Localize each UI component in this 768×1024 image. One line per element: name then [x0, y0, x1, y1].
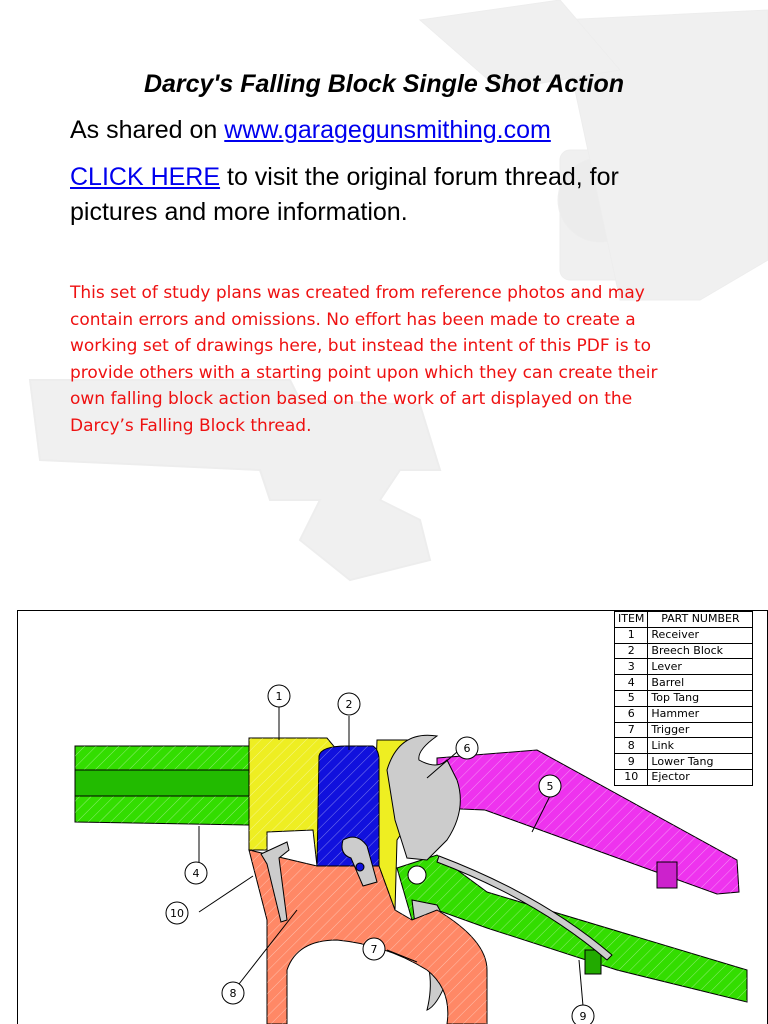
parts-list-table [614, 611, 753, 786]
item-number: 9 [615, 754, 648, 770]
svg-text:7: 7 [370, 943, 378, 956]
svg-text:6: 6 [463, 742, 471, 755]
header-part-number: PART NUMBER [648, 612, 753, 628]
part-name: Barrel [648, 675, 753, 691]
svg-text:5: 5 [546, 780, 554, 793]
balloon-5 [539, 775, 561, 797]
balloon-4 [185, 862, 207, 884]
table-row [615, 675, 753, 691]
balloon-2 [338, 693, 360, 715]
item-number: 2 [615, 643, 648, 659]
table-row [615, 754, 753, 770]
table-row [615, 627, 753, 643]
click-line-rest: to visit the original forum thread, for [220, 163, 619, 191]
shared-line [70, 113, 551, 148]
item-number: 5 [615, 690, 648, 706]
balloon-7 [363, 938, 385, 960]
document-title: Darcy's Falling Block Single Shot Action [143, 70, 625, 98]
table-row [615, 643, 753, 659]
svg-text:10: 10 [170, 907, 184, 920]
item-number: 1 [615, 627, 648, 643]
part-name: Receiver [648, 627, 753, 643]
balloon-9 [572, 1005, 594, 1024]
table-row [615, 722, 753, 738]
part-name: Top Tang [648, 690, 753, 706]
part-name: Breech Block [648, 643, 753, 659]
click-line-2: pictures and more information. [70, 198, 408, 226]
table-row [615, 769, 753, 785]
parts-table-header [615, 612, 753, 628]
table-row [615, 690, 753, 706]
item-number: 10 [615, 769, 648, 785]
table-row [615, 659, 753, 675]
svg-text:2: 2 [345, 698, 353, 711]
part-name: Lever [648, 659, 753, 675]
item-number: 6 [615, 706, 648, 722]
item-number: 3 [615, 659, 648, 675]
header-item: ITEM [615, 612, 648, 628]
website-link[interactable]: www.garagegunsmithing.com [224, 116, 551, 144]
svg-text:8: 8 [229, 987, 237, 1000]
balloon-10 [166, 902, 188, 924]
balloon-6 [456, 737, 478, 759]
svg-text:4: 4 [192, 867, 200, 880]
part-name: Trigger [648, 722, 753, 738]
click-here-link[interactable]: CLICK HERE [70, 163, 221, 191]
balloon-8 [222, 982, 244, 1004]
svg-text:1: 1 [275, 690, 283, 703]
table-row [615, 738, 753, 754]
item-number: 4 [615, 675, 648, 691]
svg-text:9: 9 [579, 1010, 587, 1023]
balloon-1 [268, 685, 290, 707]
click-line [70, 160, 619, 195]
part-name: Hammer [648, 706, 753, 722]
item-number: 7 [615, 722, 648, 738]
table-row [615, 706, 753, 722]
disclaimer-text: This set of study plans was created from reference photos and may contain errors and omissions. No effort has been made to create a working set of drawings here, but instead the intent of this PDF is to provide others with a starting point upon which they can create their own falling block action based on the work of art displayed on the Darcy’s Falling Block thread. [70, 283, 658, 436]
item-number: 8 [615, 738, 648, 754]
part-name: Link [648, 738, 753, 754]
part-name: Lower Tang [648, 754, 753, 770]
part-name: Ejector [648, 769, 753, 785]
shared-prefix: As shared on [70, 116, 225, 144]
